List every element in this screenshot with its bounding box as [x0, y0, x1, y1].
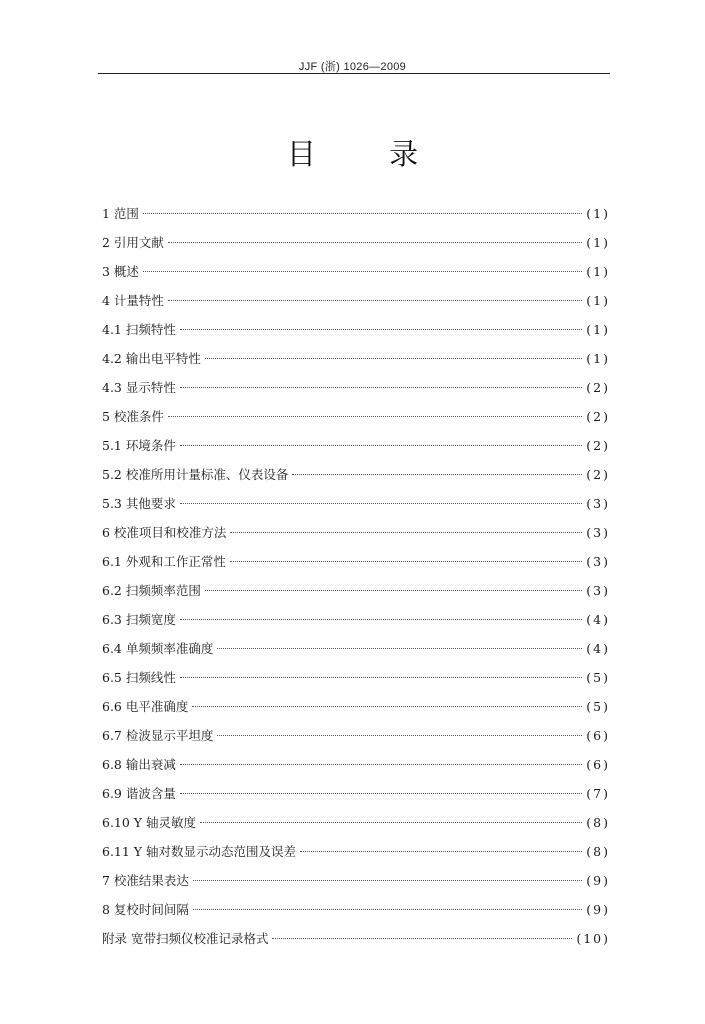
toc-entry-page: (1) [586, 293, 610, 308]
toc-entry-label: 6.11 Y 轴对数显示动态范围及误差 [102, 844, 297, 859]
toc-entry-label: 3 概述 [102, 264, 139, 279]
toc-entry-page: (8) [586, 844, 610, 859]
toc-entry-page: (3) [586, 554, 610, 569]
toc-entry [102, 315, 610, 344]
toc-entry [102, 895, 610, 924]
toc-entry [102, 460, 610, 489]
toc-leader-dots [292, 474, 582, 475]
toc-entry [102, 721, 610, 750]
toc-entry [102, 634, 610, 663]
toc-entry-page: (6) [586, 757, 610, 772]
toc-entry-page: (10) [576, 931, 610, 946]
toc-entry [102, 344, 610, 373]
toc-entry [102, 199, 610, 228]
toc-leader-dots [180, 764, 582, 765]
toc-entry-page: (1) [586, 235, 610, 250]
toc-leader-dots [205, 590, 582, 591]
toc-entry-label: 6.10 Y 轴灵敏度 [102, 815, 197, 830]
toc-leader-dots [200, 822, 582, 823]
toc-leader-dots [180, 677, 582, 678]
toc-leader-dots [192, 706, 582, 707]
toc-entry-page: (7) [586, 786, 610, 801]
toc-entry-label: 6.6 电平准确度 [102, 699, 189, 714]
toc-leader-dots [193, 909, 582, 910]
toc-entry [102, 692, 610, 721]
toc-entry-page: (3) [586, 496, 610, 511]
toc-entry-page: (2) [586, 467, 610, 482]
toc-entry [102, 866, 610, 895]
toc-entry-label: 6 校准项目和校准方法 [102, 525, 227, 540]
toc-leader-dots [230, 561, 582, 562]
toc-leader-dots [230, 532, 582, 533]
toc-leader-dots [300, 851, 582, 852]
toc-entry-label: 6.3 扫频宽度 [102, 612, 176, 627]
page-title: 目 录 [286, 137, 451, 171]
toc-entry-label: 4.1 扫频特性 [102, 322, 176, 337]
toc-entry [102, 837, 610, 866]
toc-leader-dots [272, 938, 572, 939]
toc-entry-label: 2 引用文献 [102, 235, 164, 250]
toc-entry [102, 489, 610, 518]
toc-entry [102, 924, 610, 953]
toc-entry [102, 228, 610, 257]
toc-entry-label: 6.5 扫频线性 [102, 670, 176, 685]
toc-entry-label: 6.2 扫频频率范围 [102, 583, 201, 598]
toc-entry-label: 6.9 谐波含量 [102, 786, 176, 801]
toc-entry [102, 373, 610, 402]
toc-entry-page: (2) [586, 438, 610, 453]
toc-entry [102, 257, 610, 286]
toc-entry [102, 431, 610, 460]
header-rule [98, 73, 610, 74]
toc-entry-page: (1) [586, 206, 610, 221]
document-code: JJF (浙) 1026—2009 [298, 61, 407, 73]
toc-entry [102, 605, 610, 634]
toc-leader-dots [205, 358, 582, 359]
table-of-contents [102, 199, 610, 953]
toc-leader-dots [143, 213, 582, 214]
toc-entry-page: (1) [586, 351, 610, 366]
toc-entry-label: 5.3 其他要求 [102, 496, 176, 511]
toc-leader-dots [180, 793, 582, 794]
toc-entry-page: (2) [586, 380, 610, 395]
toc-entry-page: (9) [586, 902, 610, 917]
toc-entry [102, 286, 610, 315]
toc-leader-dots [217, 648, 582, 649]
toc-entry-label: 8 复校时间间隔 [102, 902, 189, 917]
toc-leader-dots [180, 503, 582, 504]
toc-entry-page: (2) [586, 409, 610, 424]
toc-entry [102, 808, 610, 837]
toc-entry-label: 5.2 校准所用计量标准、仪表设备 [102, 467, 289, 482]
toc-entry-label: 5 校准条件 [102, 409, 164, 424]
toc-entry [102, 518, 610, 547]
toc-entry [102, 779, 610, 808]
toc-entry-label: 4.3 显示特性 [102, 380, 176, 395]
toc-entry [102, 750, 610, 779]
toc-entry-page: (5) [586, 699, 610, 714]
toc-entry-label: 1 范围 [102, 206, 139, 221]
toc-leader-dots [168, 242, 582, 243]
toc-entry-label: 6.7 检波显示平坦度 [102, 728, 214, 743]
toc-entry [102, 547, 610, 576]
toc-leader-dots [168, 300, 582, 301]
toc-leader-dots [217, 735, 582, 736]
toc-leader-dots [180, 445, 582, 446]
toc-entry-page: (9) [586, 873, 610, 888]
toc-entry-label: 4.2 输出电平特性 [102, 351, 201, 366]
toc-entry-page: (5) [586, 670, 610, 685]
toc-leader-dots [180, 387, 582, 388]
toc-leader-dots [180, 329, 582, 330]
toc-entry [102, 663, 610, 692]
toc-entry-label: 5.1 环境条件 [102, 438, 176, 453]
toc-entry-label: 7 校准结果表达 [102, 873, 189, 888]
toc-entry-page: (3) [586, 583, 610, 598]
toc-leader-dots [143, 271, 582, 272]
toc-entry-label: 附录 宽带扫频仪校准记录格式 [102, 931, 269, 946]
toc-entry-page: (1) [586, 264, 610, 279]
toc-entry-label: 4 计量特性 [102, 293, 164, 308]
toc-leader-dots [168, 416, 582, 417]
toc-entry-page: (8) [586, 815, 610, 830]
toc-entry-page: (3) [586, 525, 610, 540]
toc-entry-label: 6.4 单频频率准确度 [102, 641, 214, 656]
toc-entry-page: (4) [586, 641, 610, 656]
toc-leader-dots [180, 619, 582, 620]
toc-entry [102, 402, 610, 431]
toc-leader-dots [193, 880, 582, 881]
toc-entry-label: 6.8 输出衰减 [102, 757, 176, 772]
toc-entry-page: (6) [586, 728, 610, 743]
toc-entry-page: (1) [586, 322, 610, 337]
toc-entry [102, 576, 610, 605]
toc-entry-page: (4) [586, 612, 610, 627]
toc-entry-label: 6.1 外观和工作正常性 [102, 554, 226, 569]
